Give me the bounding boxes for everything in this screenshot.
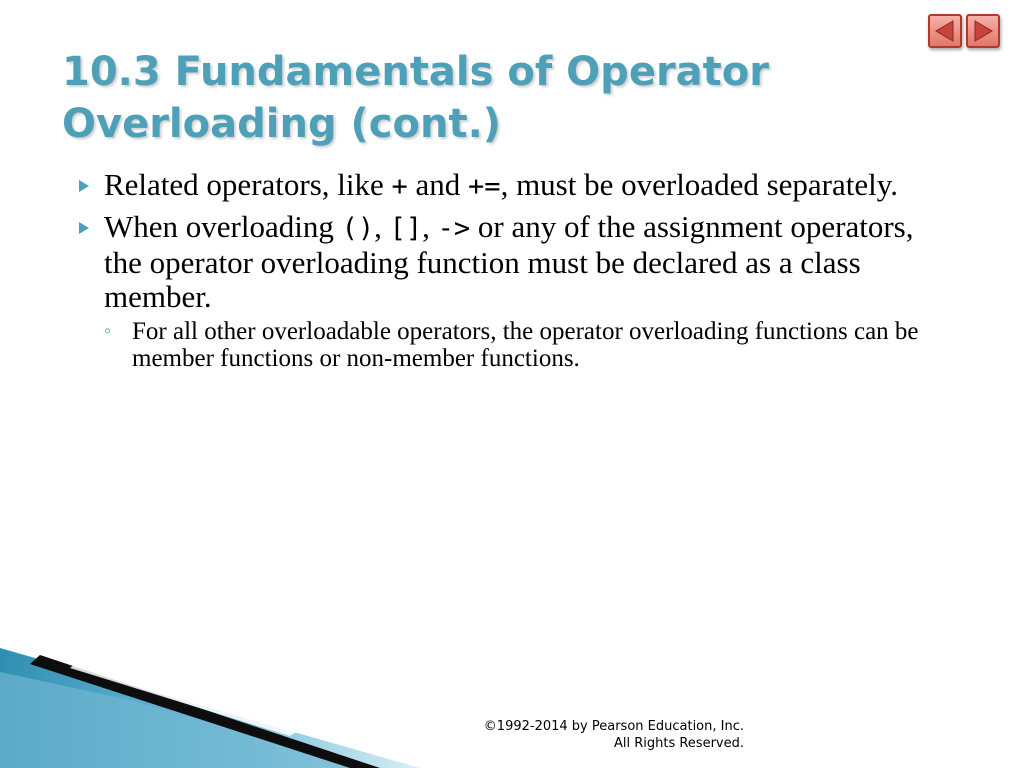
operator-code: () [341,213,375,244]
text-span: , [422,209,438,244]
nav-buttons [928,14,1000,48]
text-span: and [407,167,469,202]
text-span: , must be overloaded separately. [500,167,898,202]
slide-content [76,168,936,378]
operator-code: += [468,171,501,202]
next-slide-button[interactable] [966,14,1000,48]
text-span: or any of the assignment operators, the operator overloading function must be declared as a class member. [104,209,914,314]
copyright-line: ©1992-2014 by Pearson Education, Inc. [483,719,744,734]
triangle-right-icon [971,19,995,43]
previous-slide-button[interactable] [928,14,962,48]
bullet-text [104,168,936,204]
copyright-footer [440,718,744,752]
sub-bullet-item [104,318,936,372]
text-span: , [374,209,390,244]
sub-bullet-text: For all other overloadable operators, the operator overloading functions can be member functions or non-member functions. [132,318,919,372]
text-span: When overloading [104,209,342,244]
slide-title: 10.3 Fundamentals of Operator Overloading (cont.) [62,49,769,147]
operator-code: + [391,171,408,202]
triangle-left-icon [933,19,957,43]
bullet-text [104,210,936,314]
circle-bullet-icon: ◦ [104,320,112,342]
text-span: Related operators, like [104,167,392,202]
bullet-item [76,168,936,204]
operator-code: -> [437,213,471,244]
triangle-bullet-icon [78,221,90,235]
triangle-bullet-icon [78,179,90,193]
bullet-item [76,210,936,372]
operator-code: [] [389,213,423,244]
rights-line: All Rights Reserved. [613,736,744,751]
